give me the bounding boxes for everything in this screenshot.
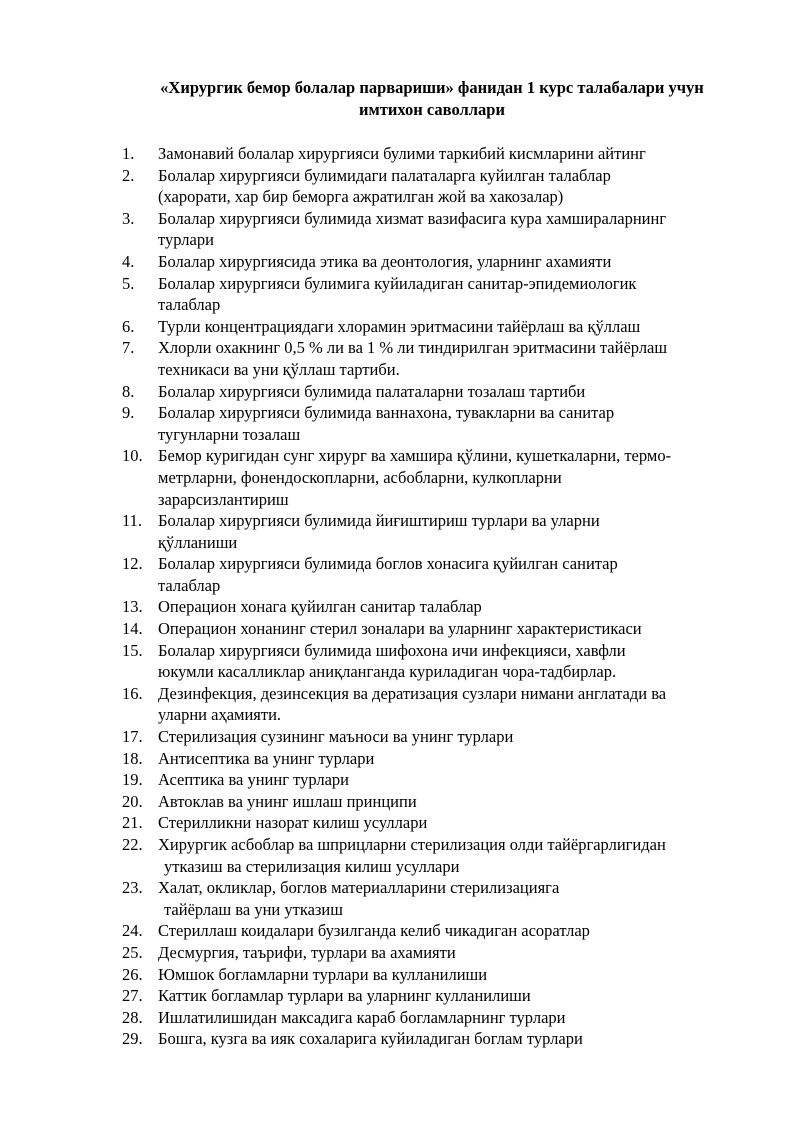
question-text-line: Болалар хирургияси булимидаги палаталарга куйилган талаблар <box>158 165 611 185</box>
question-number: 1. <box>122 144 135 163</box>
question-text-line: Болалар хирургияси булимида хизмат вазифасига кура хамшираларнинг <box>158 208 667 228</box>
question-number: 2. <box>122 165 135 185</box>
question-text-line: Болалар хирургияси булимида ваннахона, тувакларни ва санитар <box>158 403 615 423</box>
question-number: 4. <box>122 251 135 271</box>
question-text <box>158 445 744 510</box>
question-text-line: талаблар <box>158 575 221 595</box>
question-text <box>158 769 744 791</box>
question-text <box>158 834 744 877</box>
question-item <box>122 596 744 618</box>
question-text <box>158 985 744 1007</box>
question-number: 23. <box>122 878 143 898</box>
question-text-line: Болалар хирургияси булимида палаталарни тозалаш тартиби <box>158 381 586 401</box>
question-item <box>122 402 744 445</box>
question-text <box>158 596 744 618</box>
question-item <box>122 251 744 273</box>
question-text-line: метрларни, фонендоскопларни, асбобларни, кулкопларни <box>158 467 562 487</box>
title-line-2: имтихон саволлари <box>359 100 505 119</box>
question-text <box>158 683 744 726</box>
question-number: 5. <box>122 273 135 293</box>
question-text-line: Хлорли охакнинг 0,5 % ли ва 1 % ли тиндирилган эритмасини тайёрлаш <box>158 338 668 358</box>
question-item <box>122 1028 744 1050</box>
question-text-line: юкумли касалликлар аниқланганда куриладиган чора-тадбирлар. <box>158 662 617 682</box>
question-text <box>158 748 744 770</box>
question-item <box>122 812 744 834</box>
question-text-line: Стериллаш коидалари бузилганда келиб чикадиган асоратлар <box>158 921 590 941</box>
question-number: 20. <box>122 791 143 811</box>
question-text-line: Дезинфекция, дезинсекция ва дератизация сузлари нимани англатади ва <box>158 683 667 703</box>
question-number: 19. <box>122 770 143 790</box>
question-text-line: Антисептика ва унинг турлари <box>158 748 375 768</box>
question-item <box>122 445 744 510</box>
question-text <box>158 942 744 964</box>
question-text-line: қўлланиши <box>158 532 238 552</box>
question-number: 17. <box>122 727 143 747</box>
question-item <box>122 920 744 942</box>
question-item <box>122 273 744 316</box>
question-text <box>158 143 744 165</box>
question-text <box>158 316 744 338</box>
question-item <box>122 143 744 165</box>
question-text <box>158 165 744 208</box>
question-text-line: техникаси ва уни қўллаш тартиби. <box>158 359 400 379</box>
question-text <box>158 640 744 683</box>
question-text <box>158 1028 744 1050</box>
question-text <box>158 251 744 273</box>
question-item <box>122 510 744 553</box>
question-item <box>122 877 744 920</box>
question-text <box>158 877 744 920</box>
question-text-line: Десмургия, таърифи, турлари ва ахамияти <box>158 942 456 962</box>
question-text-line: утказиш ва стерилизация килиш усуллари <box>164 856 460 876</box>
question-number: 12. <box>122 554 143 574</box>
question-text-line: Стерилликни назорат килиш усуллари <box>158 813 428 833</box>
question-number: 11. <box>122 511 143 531</box>
question-text-line: Болалар хирургиясида этика ва деонтология, уларнинг ахамияти <box>158 251 612 271</box>
question-text <box>158 208 744 251</box>
question-number: 24. <box>122 921 143 941</box>
question-text-line: Бошга, кузга ва ияк сохаларига куйиладиган боглам турлари <box>158 1029 583 1049</box>
question-text-line: Ишлатилишидан максадига караб богламларнинг турлари <box>158 1007 566 1027</box>
question-text-line: Турли концентрациядаги хлорамин эритмасини тайёрлаш ва қўллаш <box>158 316 641 336</box>
question-number: 21. <box>122 813 143 833</box>
question-item <box>122 726 744 748</box>
question-text-line: Замонавий болалар хирургияси булими таркибий кисмларини айтинг <box>158 144 646 163</box>
question-text <box>158 726 744 748</box>
question-item <box>122 208 744 251</box>
question-number: 25. <box>122 942 143 962</box>
question-number: 22. <box>122 835 143 854</box>
question-number: 6. <box>122 316 135 336</box>
question-text-line: Стерилизация сузининг маъноси ва унинг турлари <box>158 727 514 747</box>
question-text <box>158 791 744 813</box>
title-line-1: «Хирургик бемор болалар парвариши» фанидан 1 курс талабалари учун <box>160 78 704 97</box>
question-number: 7. <box>122 338 135 358</box>
question-item <box>122 683 744 726</box>
question-text-line: Юмшок богламларни турлари ва кулланилиши <box>158 964 488 984</box>
question-number: 3. <box>122 208 135 228</box>
question-text-line: Каттик богламлар турлари ва уларнинг кулланилиши <box>158 986 531 1006</box>
question-text-line: Болалар хирургияси булимида йиғиштириш турлари ва уларни <box>158 511 600 531</box>
question-item <box>122 985 744 1007</box>
question-text-line: Халат, окликлар, боглов материалларини стерилизацияга <box>158 878 560 898</box>
question-text <box>158 812 744 834</box>
question-text-line: Асептика ва унинг турлари <box>158 770 350 790</box>
question-item <box>122 942 744 964</box>
question-text <box>158 920 744 942</box>
question-text-line: Хирургик асбоблар ва шприцларни стерилизация олди тайёргарлигидан <box>158 835 666 854</box>
question-text-line: турлари <box>158 230 214 250</box>
question-text <box>158 337 744 380</box>
question-text-line: Болалар хирургияси булимида шифохона ичи инфекцияси, хавфли <box>158 640 626 660</box>
question-number: 13. <box>122 597 143 617</box>
question-item <box>122 553 744 596</box>
question-number: 10. <box>122 446 143 466</box>
question-item <box>122 1007 744 1029</box>
question-item <box>122 618 744 640</box>
question-item <box>122 337 744 380</box>
question-number: 16. <box>122 683 143 703</box>
question-number: 14. <box>122 619 143 639</box>
question-text <box>158 553 744 596</box>
question-number: 29. <box>122 1029 143 1049</box>
question-text-line: Автоклав ва унинг ишлаш принципи <box>158 791 417 811</box>
question-number: 18. <box>122 748 143 768</box>
question-item <box>122 964 744 986</box>
question-text <box>158 510 744 553</box>
question-text-line: зарарсизлантириш <box>158 489 289 509</box>
question-text <box>158 381 744 403</box>
question-text-line: Болалар хирургияси булимида боглов хонасига қуйилган санитар <box>158 554 618 574</box>
question-item <box>122 165 744 208</box>
question-number: 28. <box>122 1007 143 1027</box>
question-text-line: тугунларни тозалаш <box>158 424 301 444</box>
question-text <box>158 1007 744 1029</box>
question-text-line: Болалар хирургияси булимига куйиладиган санитар-эпидемиологик <box>158 273 637 293</box>
question-text-line: Бемор куригидан сунг хирург ва хамшира қўлини, кушеткаларни, термо- <box>158 446 672 466</box>
document-title <box>100 77 764 121</box>
question-list <box>122 143 744 1050</box>
question-number: 9. <box>122 403 135 423</box>
question-number: 15. <box>122 640 143 660</box>
question-text-line: талаблар <box>158 295 221 315</box>
question-text <box>158 402 744 445</box>
question-text-line: (харорати, хар бир беморга ажратилган жой ва хакозалар) <box>158 187 564 207</box>
question-item <box>122 381 744 403</box>
question-item <box>122 769 744 791</box>
question-item <box>122 748 744 770</box>
question-number: 8. <box>122 381 135 401</box>
question-item <box>122 791 744 813</box>
question-item <box>122 640 744 683</box>
question-text <box>158 273 744 316</box>
question-number: 27. <box>122 986 143 1006</box>
question-number: 26. <box>122 964 143 984</box>
question-item <box>122 834 744 877</box>
question-item <box>122 316 744 338</box>
question-text-line: Операцион хонанинг стерил зоналари ва уларнинг характеристикаси <box>158 619 642 639</box>
question-text <box>158 964 744 986</box>
question-text-line: Операцион хонага қуйилган санитар талаблар <box>158 597 482 617</box>
question-text-line: тайёрлаш ва уни утказиш <box>164 899 343 919</box>
question-text-line: уларни аҳамияти. <box>158 705 282 725</box>
question-text <box>158 618 744 640</box>
